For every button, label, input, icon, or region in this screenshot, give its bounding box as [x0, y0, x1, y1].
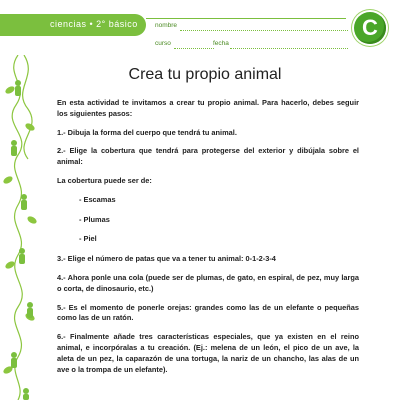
intro-paragraph: En esta actividad te invitamos a crear tu propio animal. Para hacerlo, debes seguir los siguientes pasos: — [57, 98, 359, 118]
step-3: 3.- Elige el número de patas que va a tener tu animal: 0-1-2-3-4 — [57, 254, 276, 264]
vine-leaves — [2, 85, 38, 375]
step-4: 4.- Ahora ponle una cola (puede ser de plumas, de gato, en espiral, de pez, muy larga o corta, de dinosaurio, etc.) — [57, 272, 359, 293]
cover-option-piel: - Piel — [79, 234, 97, 244]
cover-intro: La cobertura puede ser de: — [57, 175, 152, 185]
nombre-label: nombre — [155, 22, 178, 29]
subject-label: ciencias • 2° básico — [50, 19, 138, 29]
cover-option-escamas: - Escamas — [79, 194, 116, 204]
subject-badge — [354, 12, 386, 44]
nombre-field[interactable] — [180, 30, 348, 31]
curso-label: curso — [155, 40, 171, 47]
badge-letter: C — [362, 15, 378, 40]
activity-body — [57, 98, 359, 383]
header-divider — [146, 18, 346, 19]
step-6: 6.- Finalmente añade tres características especiales, que ya existen en el reino animal, e incorpóralas a tu creación. (Ej.: melena de un león, el pico de un ave, la aleta de un pez, la caparazón de una tortuga, la nariz de un chancho, las alas de un ave o la trompa de un elefante). — [57, 332, 359, 374]
fecha-label: fecha — [213, 40, 229, 47]
cover-option-plumas: - Plumas — [79, 214, 110, 224]
step-5: 5.- Es el momento de ponerle orejas: grandes como las de un elefante o pequeñas como las de un ratón. — [57, 302, 359, 323]
page-title: Crea tu propio animal — [128, 66, 282, 83]
step-1: 1.- Dibuja la forma del cuerpo que tendrá tu animal. — [57, 127, 237, 137]
step-2: 2.- Elige la cobertura que tendrá para protegerse del exterior y dibújala sobre el animal: — [57, 146, 359, 167]
curso-field[interactable] — [174, 48, 214, 49]
fecha-field[interactable] — [230, 48, 348, 49]
decorative-vine-border — [0, 55, 50, 400]
